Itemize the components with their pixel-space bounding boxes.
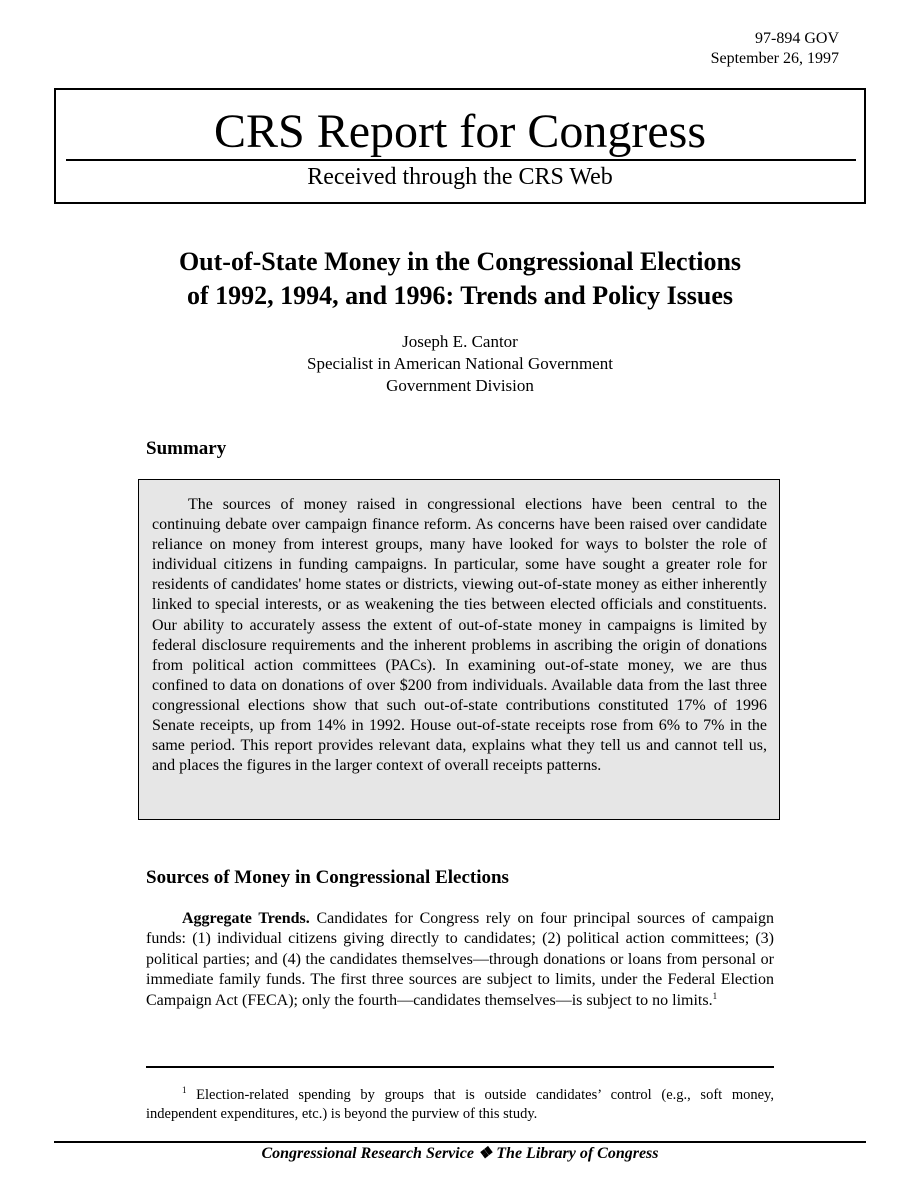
footnote-text: Election-related spending by groups that is outside candidates’ control (e.g., soft money, independent expenditures, etc.) is beyond the purview of this study. [146,1087,774,1122]
footnote [146,1086,774,1124]
section-heading: Sources of Money in Congressional Elections [146,867,509,888]
author-name: Joseph E. Cantor [402,332,518,351]
masthead-subtitle: Received through the CRS Web [307,164,613,190]
summary-text: The sources of money raised in congressional elections have been central to the continuing debate over campaign finance reform. As concerns have been raised over candidate reliance on money from interest groups, many have looked for ways to bolster the role of individual citizens in funding campaigns. In particular, some have sought a greater role for residents of candidates' home states or districts, viewing out-of-state money as either inherently linked to special interests, or as weakening the ties between elected officials and constituents. Our ability to accurately assess the extent of out-of-state money in campaigns is limited by federal disclosure requirements and the inherent problems in ascribing the origin of donations from political action committees (PACs). In examining out-of-state money, we are thus confined to data on donations of over $200 from individuals. Available data from the last three congressional elections show that such out-of-state contributions constituted 17% of 1996 Senate receipts, up from 14% in 1992. House out-of-state receipts rose from 6% to 7% in the same period. This report provides relevant data, explains what they tell us and cannot tell us, and places the figures in the larger context of overall receipts patterns. [152,496,767,775]
footnote-number: 1 [182,1085,187,1095]
report-date: September 26, 1997 [710,50,839,67]
section-paragraph [146,909,774,1011]
author-title: Specialist in American National Government [307,354,613,373]
report-meta [711,29,839,69]
footer-rule [54,1141,866,1143]
page-footer: Congressional Research Service ❖ The Library of Congress [261,1145,659,1162]
document-title [140,245,780,313]
document-title-line-2: of 1992, 1994, and 1996: Trends and Policy Issues [186,281,734,310]
footnote-divider [146,1066,774,1068]
masthead-rule [66,159,856,161]
section-body-text: Candidates for Congress rely on four principal sources of campaign funds: (1) individual citizens giving directly to candidates; (2) political action committees; (3) political parties; and (4) the candidates themselves—through donations or loans from personal or immediate family funds. The first three sources are subject to limits, under the Federal Election Campaign Act (FECA); only the fourth—candidates themselves—is subject to no limits. [146,910,775,1009]
author-block [140,331,780,397]
footnote-reference[interactable]: 1 [712,990,718,1001]
summary-heading: Summary [146,438,227,459]
document-title-line-1: Out-of-State Money in the Congressional Elections [178,247,742,276]
masthead [54,88,866,204]
masthead-title: CRS Report for Congress [214,105,706,158]
summary-box [138,479,780,820]
report-number: 97-894 GOV [755,30,839,47]
section-lead-in: Aggregate Trends. [182,910,310,927]
author-division: Government Division [386,376,534,395]
